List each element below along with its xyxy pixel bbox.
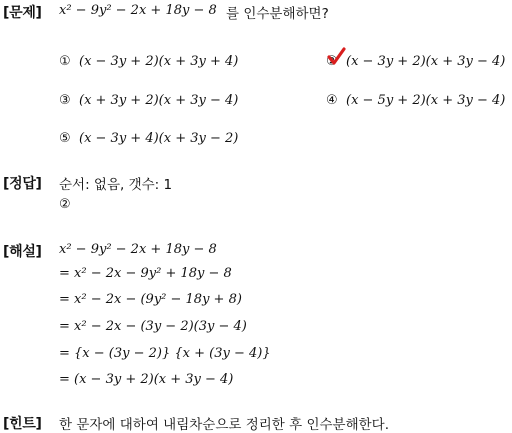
solution-line: = {x − (3y − 2)} {x + (3y − 4)} — [59, 346, 271, 361]
solution-label: [해설] — [3, 244, 42, 260]
choice-expression: (x + 3y + 2)(x + 3y − 4) — [79, 93, 239, 108]
choice-3[interactable] — [59, 89, 238, 107]
choice-expression: (x − 3y + 2)(x + 3y + 4) — [79, 54, 239, 69]
answer-meta: 순서: 없음, 갯수: 1 — [59, 177, 173, 193]
choice-number: ① — [59, 54, 71, 69]
solution-line: = x² − 2x − (3y − 2)(3y − 4) — [59, 319, 247, 334]
choice-expression: (x − 3y + 2)(x + 3y − 4) — [346, 54, 506, 69]
answer-value: ② — [59, 197, 71, 212]
choice-number: ③ — [59, 93, 71, 108]
choice-number: ④ — [326, 93, 338, 108]
choice-number: ② — [326, 54, 338, 69]
choice-2[interactable] — [326, 50, 505, 68]
choice-expression: (x − 3y + 4)(x + 3y − 2) — [79, 131, 239, 146]
solution-line: = (x − 3y + 2)(x + 3y − 4) — [59, 372, 234, 387]
choice-4[interactable] — [326, 89, 505, 107]
problem-label: [문제] — [3, 5, 42, 21]
choice-5[interactable] — [59, 127, 238, 145]
solution-line: = x² − 2x − (9y² − 18y + 8) — [59, 292, 242, 307]
problem-expression: x² − 9y² − 2x + 18y − 8 — [59, 3, 217, 18]
hint-label: [힌트] — [3, 416, 42, 432]
checkmark-icon — [326, 47, 346, 67]
problem-question-text: 를 인수분해하면? — [226, 6, 329, 22]
choice-expression: (x − 5y + 2)(x + 3y − 4) — [346, 93, 506, 108]
solution-line: = x² − 2x − 9y² + 18y − 8 — [59, 266, 232, 281]
solution-line: x² − 9y² − 2x + 18y − 8 — [59, 242, 217, 257]
choice-number: ⑤ — [59, 131, 71, 146]
choice-1[interactable] — [59, 50, 238, 68]
answer-label: [정답] — [3, 176, 42, 192]
hint-text: 한 문자에 대하여 내림차순으로 정리한 후 인수분해한다. — [59, 417, 389, 433]
